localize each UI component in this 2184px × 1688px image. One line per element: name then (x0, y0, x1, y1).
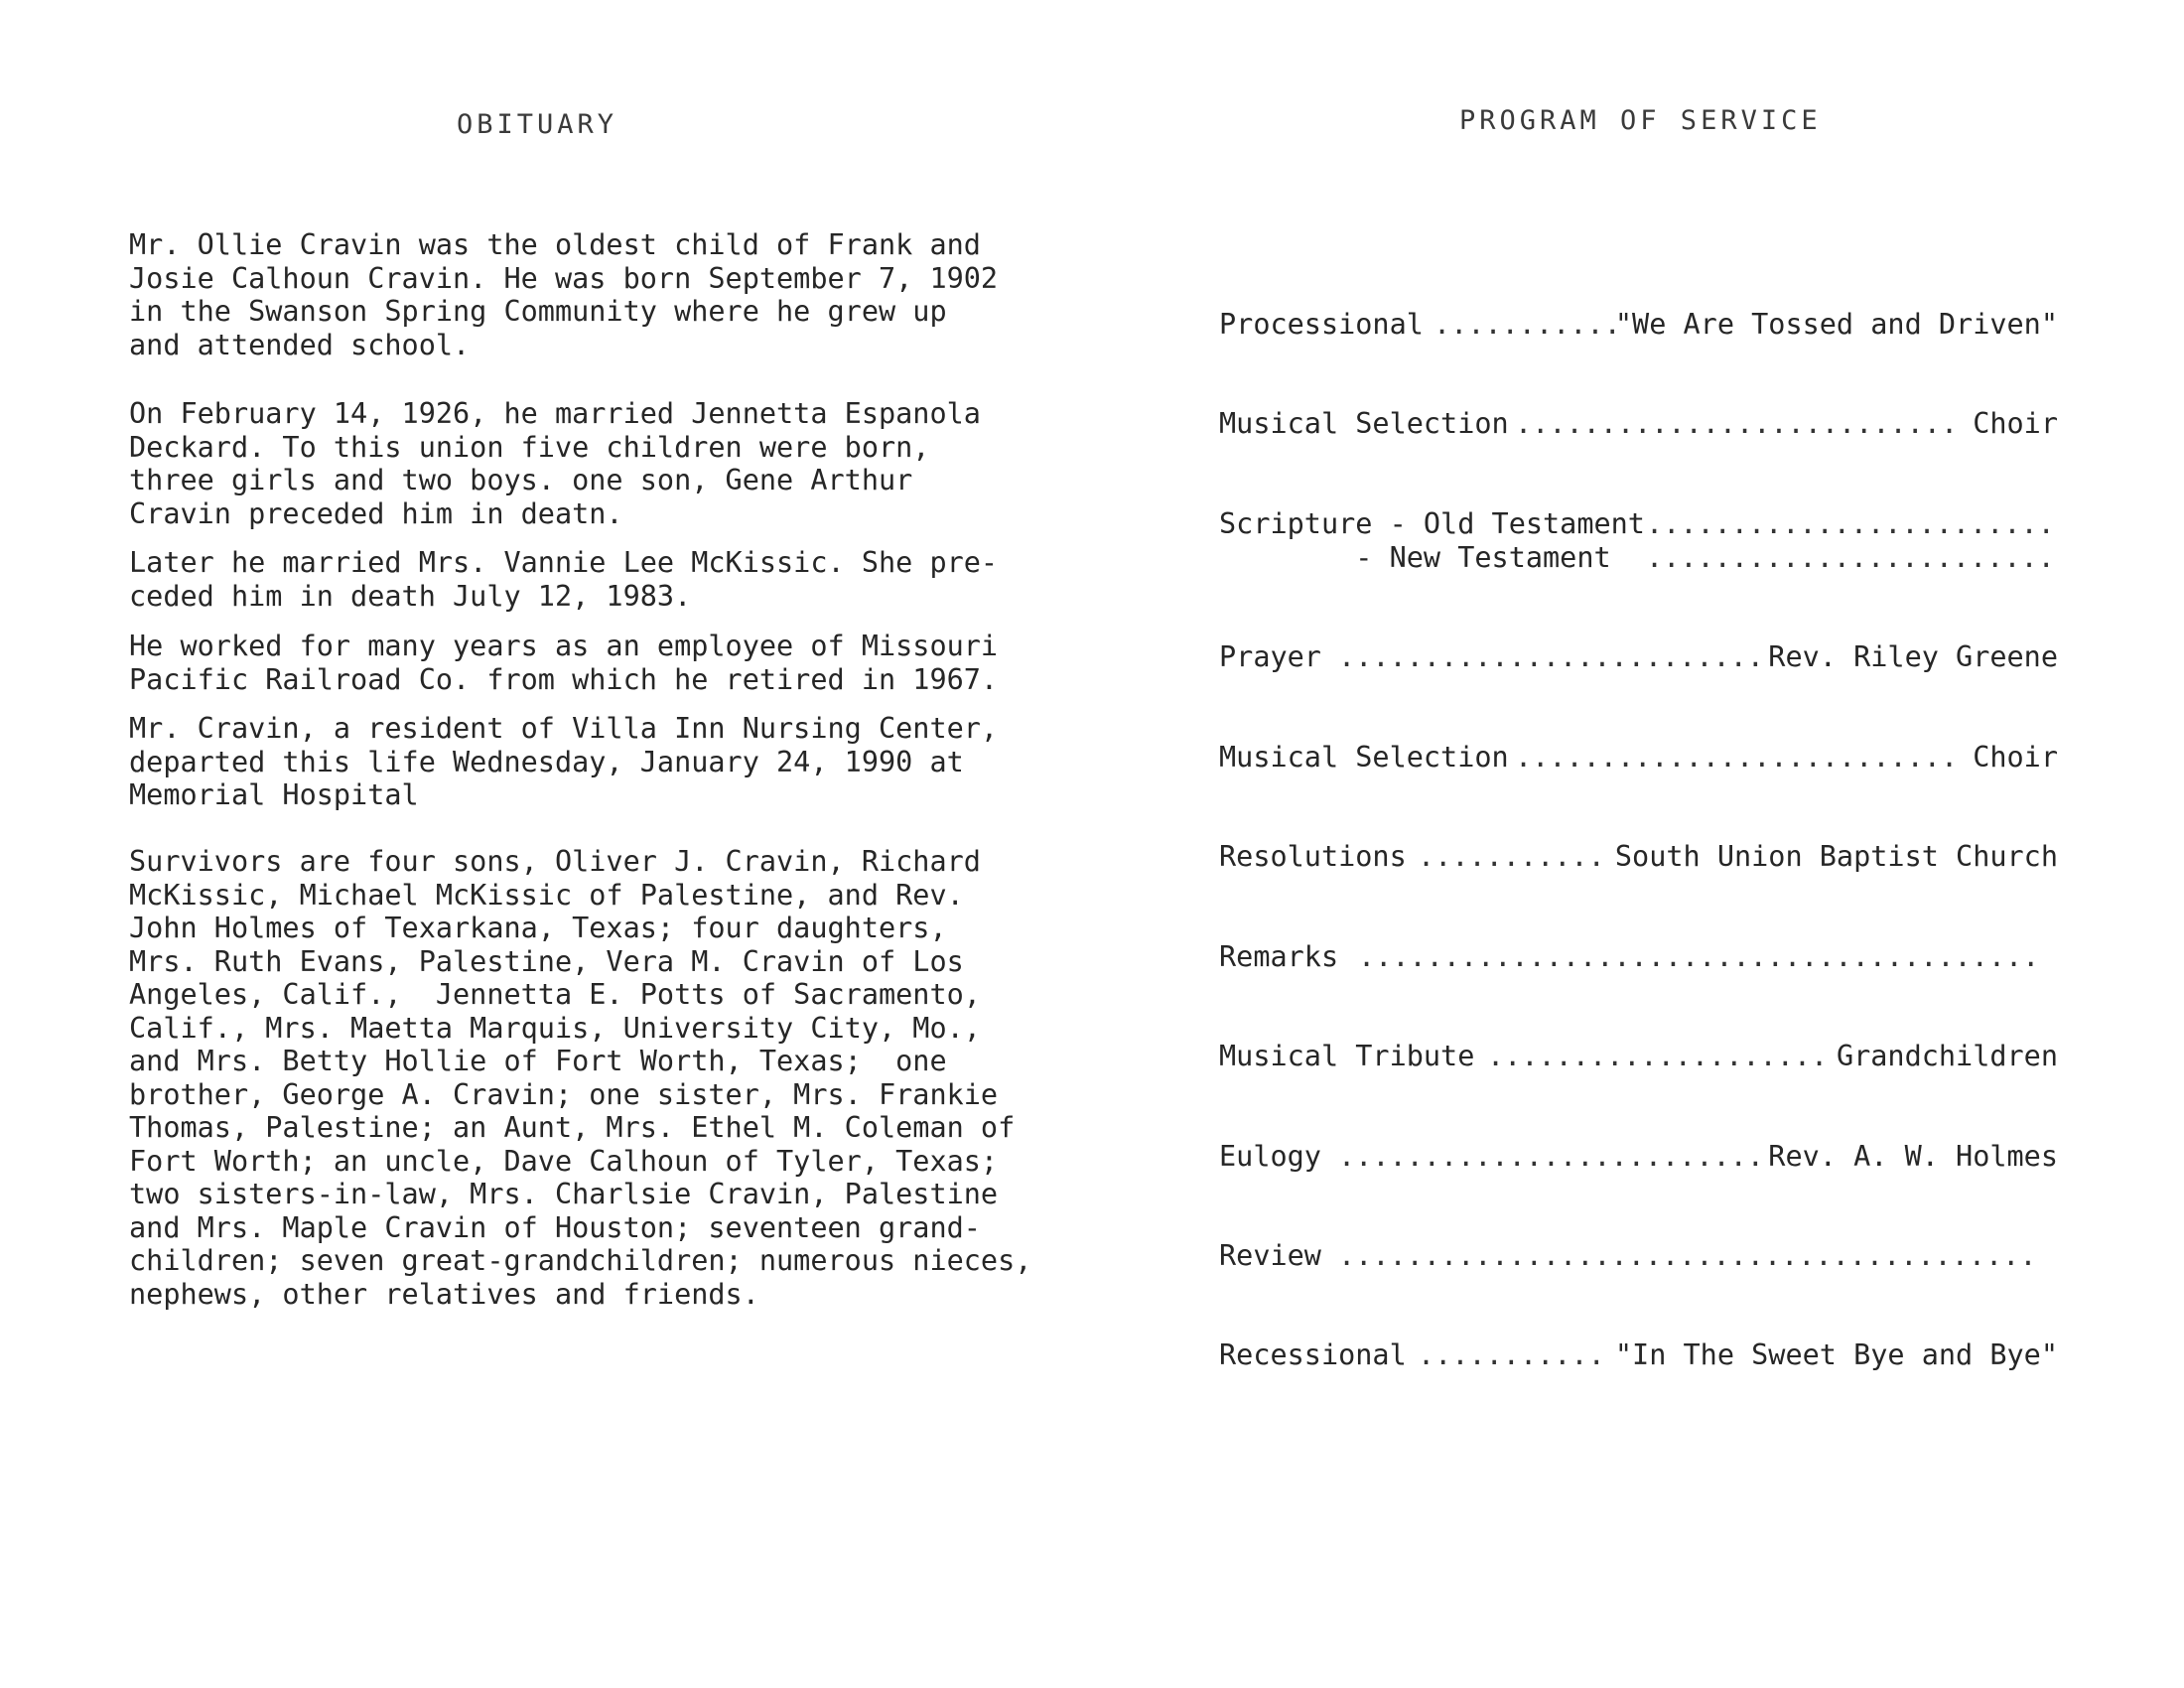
program-item-value: "In The Sweet Bye and Bye" (1614, 1338, 2058, 1371)
program-item-value: Choir (1973, 741, 2058, 774)
program-item-leader: ........................ (1646, 541, 2055, 574)
obituary-line: and attended school. (129, 328, 471, 361)
obituary-paragraph (129, 712, 998, 812)
program-item-label: Processional (1219, 308, 1424, 341)
program-item-leader: ........................................ (1358, 940, 2040, 973)
program-item-label: Musical Selection (1219, 741, 1509, 774)
obituary-line: and Mrs. Maple Cravin of Houston; seventeen grand- (129, 1210, 981, 1244)
obituary-line: McKissic, Michael McKissic of Palestine, and Rev. (129, 878, 964, 912)
program-item-value: "We Are Tossed and Driven" (1614, 308, 2058, 341)
obituary-line: Calif., Mrs. Maetta Marquis, University City, Mo., (129, 1011, 981, 1045)
program-item-value: Grandchildren (1836, 1040, 2058, 1072)
obituary-line: Later he married Mrs. Vannie Lee McKissic. She pre- (129, 546, 999, 579)
program-item-value: Rev. Riley Greene (1768, 640, 2058, 673)
program-heading: PROGRAM OF SERVICE (1459, 105, 1822, 136)
obituary-line: Mr. Cravin, a resident of Villa Inn Nursing Center, (129, 712, 999, 745)
program-item-leader: ........... (1418, 1338, 1605, 1371)
obituary-line: two sisters-in-law, Mrs. Charlsie Cravin, Palestine (129, 1178, 999, 1210)
program-item-leader: .................... (1487, 1040, 1829, 1072)
obituary-paragraph (129, 228, 998, 361)
program-item-leader: .......................... (1515, 741, 1959, 774)
obituary-line: On February 14, 1926, he married Jennetta Espanola (129, 397, 981, 430)
obituary-line: ceded him in death July 12, 1983. (129, 579, 692, 613)
program-item-value: Choir (1973, 407, 2058, 440)
program-item-label: Resolutions (1219, 840, 1407, 873)
program-item-value: South Union Baptist Church (1614, 840, 2058, 873)
obituary-line: children; seven great-grandchildren; numerous nieces, (129, 1244, 1032, 1277)
obituary-line: Angeles, Calif., Jennetta E. Potts of Sacramento, (129, 978, 981, 1011)
obituary-paragraph (129, 845, 1031, 1311)
program-item-label: Review (1219, 1239, 1321, 1272)
obituary-line: Deckard. To this union five children were born, (129, 430, 930, 464)
obituary-line: Pacific Railroad Co. from which he retired in 1967. (129, 662, 999, 696)
obituary-line: Josie Calhoun Cravin. He was born September 7, 1902 (129, 261, 999, 295)
program-item-leader: ......................... (1338, 1140, 1764, 1173)
obituary-line: Mrs. Ruth Evans, Palestine, Vera M. Cravin of Los (129, 944, 964, 978)
obituary-line: nephews, other relatives and friends. (129, 1277, 759, 1311)
program-item-label: Eulogy (1219, 1140, 1321, 1173)
obituary-paragraph (129, 397, 981, 530)
obituary-line: He worked for many years as an employee of Missouri (129, 630, 999, 662)
program-item-label: Remarks (1219, 940, 1339, 973)
obituary-line: and Mrs. Betty Hollie of Fort Worth, Texas; one (129, 1045, 947, 1077)
obituary-line: Thomas, Palestine; an Aunt, Mrs. Ethel M. Coleman of (129, 1111, 1016, 1144)
obituary-line: Survivors are four sons, Oliver J. Cravin, Richard (129, 845, 981, 878)
program-item-leader: ......................... (1338, 640, 1764, 673)
program-item-leader: ........................ (1646, 507, 2055, 540)
program-item-value: Rev. A. W. Holmes (1768, 1140, 2058, 1173)
program-item-label: Musical Selection (1219, 407, 1509, 440)
program-item-label: Recessional (1219, 1338, 1407, 1371)
program-item-recessional (1219, 1338, 2058, 1507)
obituary-line: Fort Worth; an uncle, Dave Calhoun of Tyler, Texas; (129, 1144, 999, 1178)
obituary-paragraph (129, 630, 998, 696)
obituary-paragraph (129, 546, 998, 613)
obituary-heading: OBITUARY (457, 109, 618, 140)
program-item-label: Scripture - Old Testament (1219, 507, 1645, 540)
program-item-leader: ........... (1418, 840, 1605, 873)
obituary-line: Memorial Hospital (129, 778, 419, 811)
obituary-line: three girls and two boys. one son, Gene Arthur (129, 464, 913, 496)
program-item-label: Musical Tribute (1219, 1040, 1475, 1072)
obituary-line: brother, George A. Cravin; one sister, Mrs. Frankie (129, 1077, 999, 1111)
program-item-label: - New Testament (1219, 541, 1611, 574)
obituary-line: Cravin preceded him in deatn. (129, 496, 623, 530)
obituary-line: Mr. Ollie Cravin was the oldest child of Frank and (129, 228, 981, 261)
obituary-line: departed this life Wednesday, January 24, 1990 at (129, 745, 964, 778)
program-item-leader: .......................... (1515, 407, 1959, 440)
obituary-line: in the Swanson Spring Community where he grew up (129, 295, 947, 328)
program-item-label: Prayer (1219, 640, 1321, 673)
program-item-leader: ......................................... (1338, 1239, 2037, 1272)
obituary-line: John Holmes of Texarkana, Texas; four daughters, (129, 912, 947, 944)
program-item-leader: ........... (1433, 308, 1621, 341)
